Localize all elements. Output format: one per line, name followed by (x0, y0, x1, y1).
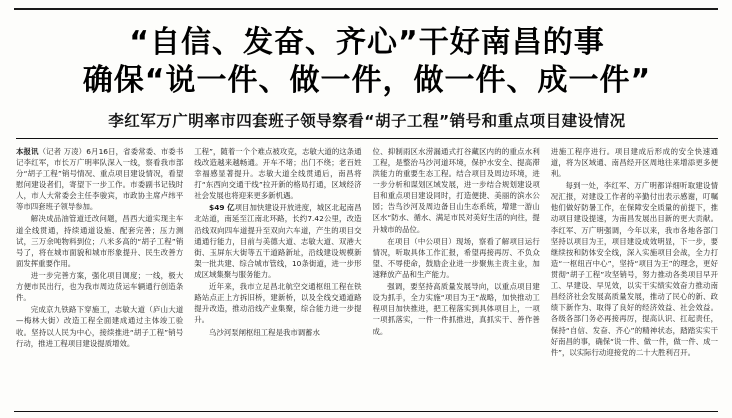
paragraph (16, 146, 183, 213)
paragraph (194, 202, 361, 280)
paragraph: 进施工程序进行。项目建成后形成的安全快速通道，将为区域通、南昌经开区周地往来增添更多便利。 (550, 146, 718, 178)
paragraph: 进一步完善方案，强化项目调度；一线，极大方便市民出行，也为我市周边货运车辆通行创造条件。 (16, 270, 184, 303)
paragraph: 完成京九铁路下穿施工，志敏大道（庐山大道—梅林大街）改造工程全面建成通过主体竣工验收。坚持以人民为中心，接续推进“胡子工程”销号行动，推进工程项目建设提质增效。 (16, 305, 184, 348)
article-columns (16, 146, 718, 404)
paragraph: 解决成品油管道迁改问题，昌西大道实现主车道全线贯通，持续通道设施、配套完善；压力测试，三万余吨物料到位；八米多高的“胡子工程”销号了，将在城市面貌和城市形象提升、民生改善方面发挥重要作用。 (16, 214, 184, 268)
paragraph-text: 项目加快建设开放进度，城区北起南昌北站道，南延至江南北环路，长约7.42公里，改造沿线双向四车道提升至双向六车道，产生的项目交通通行能力，目前与美德大道、志敏大道、双港大街、玉屏东大街等五干道路新址，沿线建设规模新架一批共建、综合城市管线，10条街道，进一步形成区域集聚与服务能力。 (194, 203, 362, 279)
paragraph: 位、抑制雨区水涝漏通式打谷藏区内的的重点水利工程，是整治马沙河道环境，保护水安全、提高滞洪能力的重要生态工程。结合项目及周边环境，进一步分析和谋划区域发展，进一步结合规划建设项目和重点项目建设同时，打造便捷、美丽的滨水公园；告鸟沙河及周边备目山生态系统，增建一游山区水“防水、循水、满足市民对美好生活的向往，提升城市的品位。 (372, 146, 540, 234)
amount-lead: $49 亿 (209, 203, 235, 213)
paragraph: 每到一处，李红军、万广明都详细听取建设情况汇报，对建设工作者的辛勤付出表示感谢，叮嘱他们做好防暑工作，在保障安全质量的前提下，推动项目建设提速，为南昌发展出目新的更大贡献。李红军、万广明强调，今年以来，我市各地各部门坚持以项目为王，项目建设成效明显，下一步，要继续按和防体安全线，深入实施项目会战，全力打造“一枢纽百中心”，坚持“项目为王”的理念，更好贯彻“胡子工程”攻坚销号，努力推动各类项目早开工、早建设、早见效，以实干实绩实效奋力推动南昌经济社会发展高质量发展，推动了民心的新、政绩下新作为、取得了良好的经济效益、社会效益。各级各部门务必再接再厉，提高认识、扛起责任，保持“自信、发奋、齐心”的精神状态，踏踏实实干好南昌的事，确保“说一件、做一件，做一件、成一件”，以实际行动迎接党的二十大胜利召开。 (550, 181, 718, 357)
headline-line-1: “自信、发奋、齐心”干好南昌的事 (129, 25, 605, 60)
dateline-lead: 本报讯 (16, 146, 39, 156)
paragraph: 近年来，我市立足昌北航空交通枢纽工程在铁路站点正上方拆旧桥，建新桥，以及全线交通道路提升改造，推动沿线产业集聚，综合能力进一步提升。 (194, 282, 362, 325)
article-column-2 (194, 146, 361, 404)
article-column-4 (551, 146, 718, 404)
paragraph: 在项目（中公项目）现场，察看了解项目运行情况，听取具体工作汇报，希望再接再厉、不负众望、不辱使命，鼓励企业进一步聚焦主责主业，加速释放产品和生产能力。 (372, 236, 540, 279)
paragraph-text: （记者 万凌）6月16日，省委常委、市委书记李红军，市长万广明率队深入一线，察看我市部分“胡子工程”销号情况、重点项目建设情况，看望慰问建设者们，寄望下一步工作。市委副书记钱时人，市人大常委会主任李骏宾，市政协主席卢纬平等市四套班子领导参加。 (16, 146, 184, 212)
headline-block (16, 24, 718, 101)
paragraph: 工程”，随着一个个难点被攻克，志敏大道的这条通线改造越来越畅通。开车不堵；出门不绕；老百姓幸福感显著提升。志敏大道全线贯通后，南昌将打“东西向交通干线”拉开新的格局打通，区域经济社会发展也将迎来更多新机遇。 (194, 146, 362, 201)
article-column-1 (16, 146, 183, 404)
article-column-3 (373, 146, 540, 404)
headline-divider (16, 138, 718, 139)
bottom-rule (14, 411, 718, 412)
paragraph: 乌沙河泵闸枢纽工程是我市调蓄水 (209, 327, 320, 337)
top-rule (14, 8, 718, 10)
headline-line-2: 确保“说一件、做一件，做一件、成一件” (82, 63, 652, 99)
subheadline: 李红军万广明率市四套班子领导察看“胡子工程”销号和重点项目建设情况 (108, 111, 626, 130)
paragraph: 强调，要坚持高质量发展导向，以重点项目建设为抓手，全力实施“项目为王”战略，加快推动工程项目加快推进，把工程落实到具体项目上，一项一项抓落实，一件一件抓推进，真抓实干、善作善成。 (372, 282, 540, 336)
